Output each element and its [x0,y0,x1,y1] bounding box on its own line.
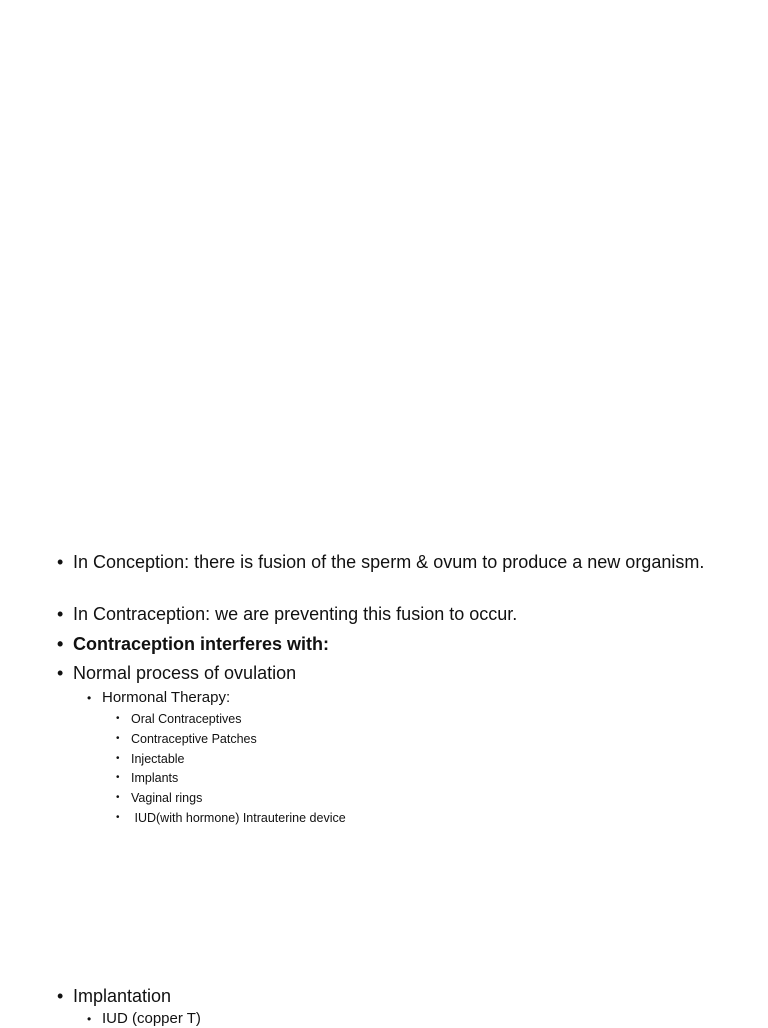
list-item-conception [57,551,757,595]
bullet-icon: • [57,663,64,683]
list-item-text: Contraception interferes with: [73,634,330,654]
list-item-text: In Conception: there is fusion of the sperm & ovum to produce a new organism. [73,552,705,572]
bullet-icon: • [87,691,92,705]
bullet-icon: • [57,604,64,624]
bullet-icon: • [116,772,120,783]
bullet-icon: • [57,634,64,654]
list-item-text: IUD (copper T) [102,1010,201,1027]
list-item-text: In Contraception: we are preventing this fusion to occur. [73,604,518,624]
bullet-icon: • [87,1012,92,1026]
list-item-text: Oral Contraceptives [131,712,242,726]
list-item-text: Injectable [131,752,185,766]
bullet-icon: • [57,552,64,572]
bullet-icon: • [116,713,120,724]
list-item-text: Implantation [73,986,172,1006]
bullet-icon: • [116,792,120,803]
list-item-text: Hormonal Therapy: [102,689,231,706]
list-item-text: Vaginal rings [131,791,203,805]
list-item-text: Normal process of ovulation [73,663,297,683]
bullet-icon: • [116,733,120,744]
list-item-text: IUD(with hormone) Intrauterine device [131,811,346,825]
list-item-text: Contraceptive Patches [131,732,257,746]
bullet-icon: • [116,753,120,764]
bullet-icon: • [116,812,120,823]
bullet-icon: • [57,986,64,1006]
list-item-text: Implants [131,771,179,785]
